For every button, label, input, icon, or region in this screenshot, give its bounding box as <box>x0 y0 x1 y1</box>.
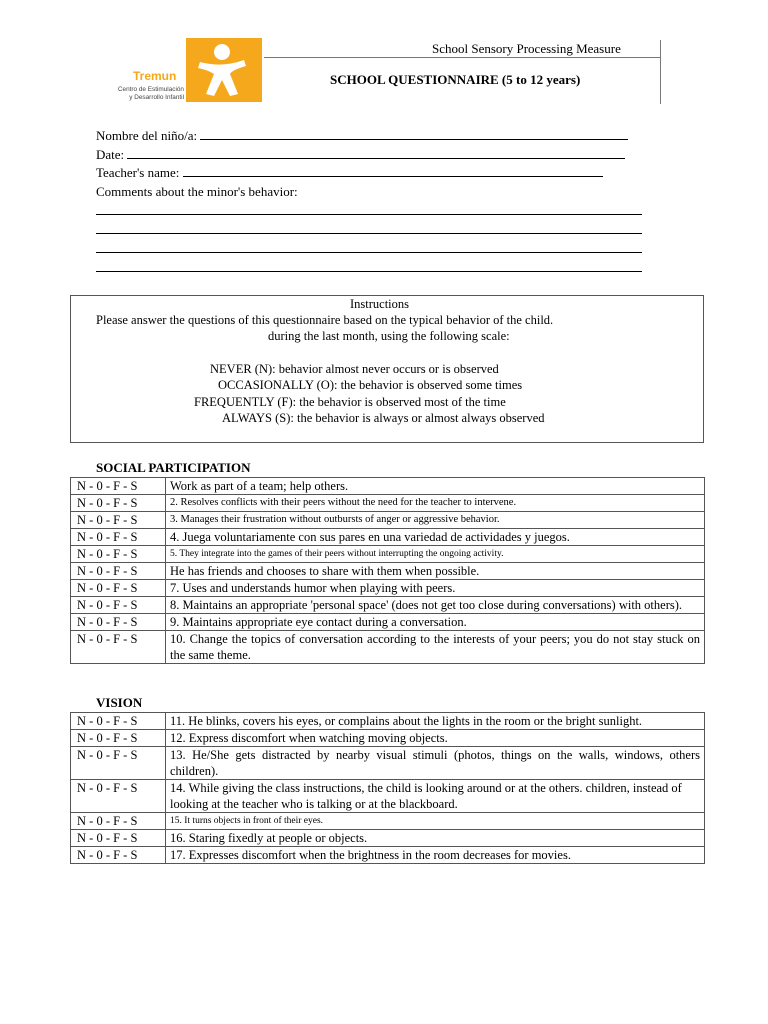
date-label: Date: <box>96 147 125 162</box>
date-field <box>96 147 625 163</box>
logo-name: Tremun <box>133 69 177 83</box>
table-row <box>71 780 705 813</box>
question-text: 11. He blinks, covers his eyes, or complains about the lights in the room or the bright sunlight. <box>166 713 705 730</box>
table-row <box>71 512 705 529</box>
instructions-heading: Instructions <box>350 297 410 311</box>
question-text: 4. Juega voluntariamente con sus pares en una variedad de actividades y juegos. <box>166 529 705 546</box>
question-text: 13. He/She gets distracted by nearby visual stimuli (photos, things on the walls, windows, others children). <box>166 747 705 780</box>
scale-always: ALWAYS (S): the behavior is always or almost always observed <box>222 411 545 425</box>
table-row <box>71 597 705 614</box>
header-vertical-divider <box>660 40 661 104</box>
rating-scale[interactable]: N - 0 - F - S <box>71 747 166 780</box>
rating-scale[interactable]: N - 0 - F - S <box>71 546 166 563</box>
section-title-vision: VISION <box>96 695 143 710</box>
instructions-box <box>70 295 704 443</box>
question-text: 5. They integrate into the games of their peers without interrupting the ongoing activity. <box>166 546 705 563</box>
teacher-field <box>96 165 603 181</box>
comment-line[interactable] <box>96 214 642 215</box>
table-row <box>71 529 705 546</box>
question-text: 10. Change the topics of conversation according to the interests of your peers; you do not stay stuck on the same theme. <box>166 631 705 664</box>
comment-line[interactable] <box>96 233 642 234</box>
child-name-field <box>96 128 628 144</box>
header-divider <box>264 57 660 58</box>
table-row <box>71 631 705 664</box>
question-text: 3. Manages their frustration without outbursts of anger or aggressive behavior. <box>166 512 705 529</box>
rating-scale[interactable]: N - 0 - F - S <box>71 597 166 614</box>
rating-scale[interactable]: N - 0 - F - S <box>71 847 166 864</box>
rating-scale[interactable]: N - 0 - F - S <box>71 830 166 847</box>
question-text: 17. Expresses discomfort when the brightness in the room decreases for movies. <box>166 847 705 864</box>
question-text: 9. Maintains appropriate eye contact during a conversation. <box>166 614 705 631</box>
logo-subtitle: Centro de Estimulación y Desarrollo Infantil <box>117 86 184 101</box>
table-row <box>71 546 705 563</box>
teacher-label: Teacher's name: <box>96 165 180 180</box>
instructions-line2: during the last month, using the following scale: <box>268 329 510 343</box>
section-title-social: SOCIAL PARTICIPATION <box>96 460 251 475</box>
date-blank[interactable] <box>127 147 625 159</box>
rating-scale[interactable]: N - 0 - F - S <box>71 529 166 546</box>
rating-scale[interactable]: N - 0 - F - S <box>71 631 166 664</box>
question-text: 16. Staring fixedly at people or objects. <box>166 830 705 847</box>
question-text: 15. It turns objects in front of their eyes. <box>166 813 705 830</box>
instructions-line1: Please answer the questions of this questionnaire based on the typical behavior of the child. <box>96 313 554 327</box>
question-text: He has friends and chooses to share with them when possible. <box>166 563 705 580</box>
table-row <box>71 478 705 495</box>
comment-line[interactable] <box>96 252 642 253</box>
rating-scale[interactable]: N - 0 - F - S <box>71 614 166 631</box>
child-name-blank[interactable] <box>200 128 628 140</box>
table-row <box>71 495 705 512</box>
questionnaire-title: SCHOOL QUESTIONNAIRE (5 to 12 years) <box>330 72 581 87</box>
table-row <box>71 730 705 747</box>
rating-scale[interactable]: N - 0 - F - S <box>71 730 166 747</box>
child-figure-icon <box>186 38 262 102</box>
rating-scale[interactable]: N - 0 - F - S <box>71 780 166 813</box>
rating-scale[interactable]: N - 0 - F - S <box>71 563 166 580</box>
table-row <box>71 847 705 864</box>
scale-occasionally: OCCASIONALLY (O): the behavior is observed some times <box>218 378 523 392</box>
social-participation-table <box>70 477 705 664</box>
question-text: 12. Express discomfort when watching moving objects. <box>166 730 705 747</box>
scale-never: NEVER (N): behavior almost never occurs or is observed <box>210 362 499 376</box>
vision-table <box>70 712 705 864</box>
teacher-blank[interactable] <box>183 165 603 177</box>
tremun-logo <box>186 38 262 102</box>
question-text: 8. Maintains an appropriate 'personal space' (does not get too close during conversations) with others). <box>166 597 705 614</box>
table-row <box>71 813 705 830</box>
table-row <box>71 580 705 597</box>
table-row <box>71 563 705 580</box>
rating-scale[interactable]: N - 0 - F - S <box>71 580 166 597</box>
table-row <box>71 614 705 631</box>
child-name-label: Nombre del niño/a: <box>96 128 198 143</box>
rating-scale[interactable]: N - 0 - F - S <box>71 813 166 830</box>
question-text: Work as part of a team; help others. <box>166 478 705 495</box>
question-text: 14. While giving the class instructions, the child is looking around or at the others. children, instead of looking at the teacher who is talking or at the blackboard. <box>166 780 705 813</box>
question-text: 2. Resolves conflicts with their peers without the need for the teacher to intervene. <box>166 495 705 512</box>
comment-line[interactable] <box>96 271 642 272</box>
scale-frequently: FREQUENTLY (F): the behavior is observed most of the time <box>194 395 506 409</box>
rating-scale[interactable]: N - 0 - F - S <box>71 478 166 495</box>
rating-scale[interactable]: N - 0 - F - S <box>71 713 166 730</box>
rating-scale[interactable]: N - 0 - F - S <box>71 512 166 529</box>
table-row <box>71 747 705 780</box>
document-header-title: School Sensory Processing Measure <box>432 41 621 56</box>
rating-scale[interactable]: N - 0 - F - S <box>71 495 166 512</box>
question-text: 7. Uses and understands humor when playing with peers. <box>166 580 705 597</box>
comments-label: Comments about the minor's behavior: <box>96 184 298 199</box>
table-row <box>71 830 705 847</box>
table-row <box>71 713 705 730</box>
